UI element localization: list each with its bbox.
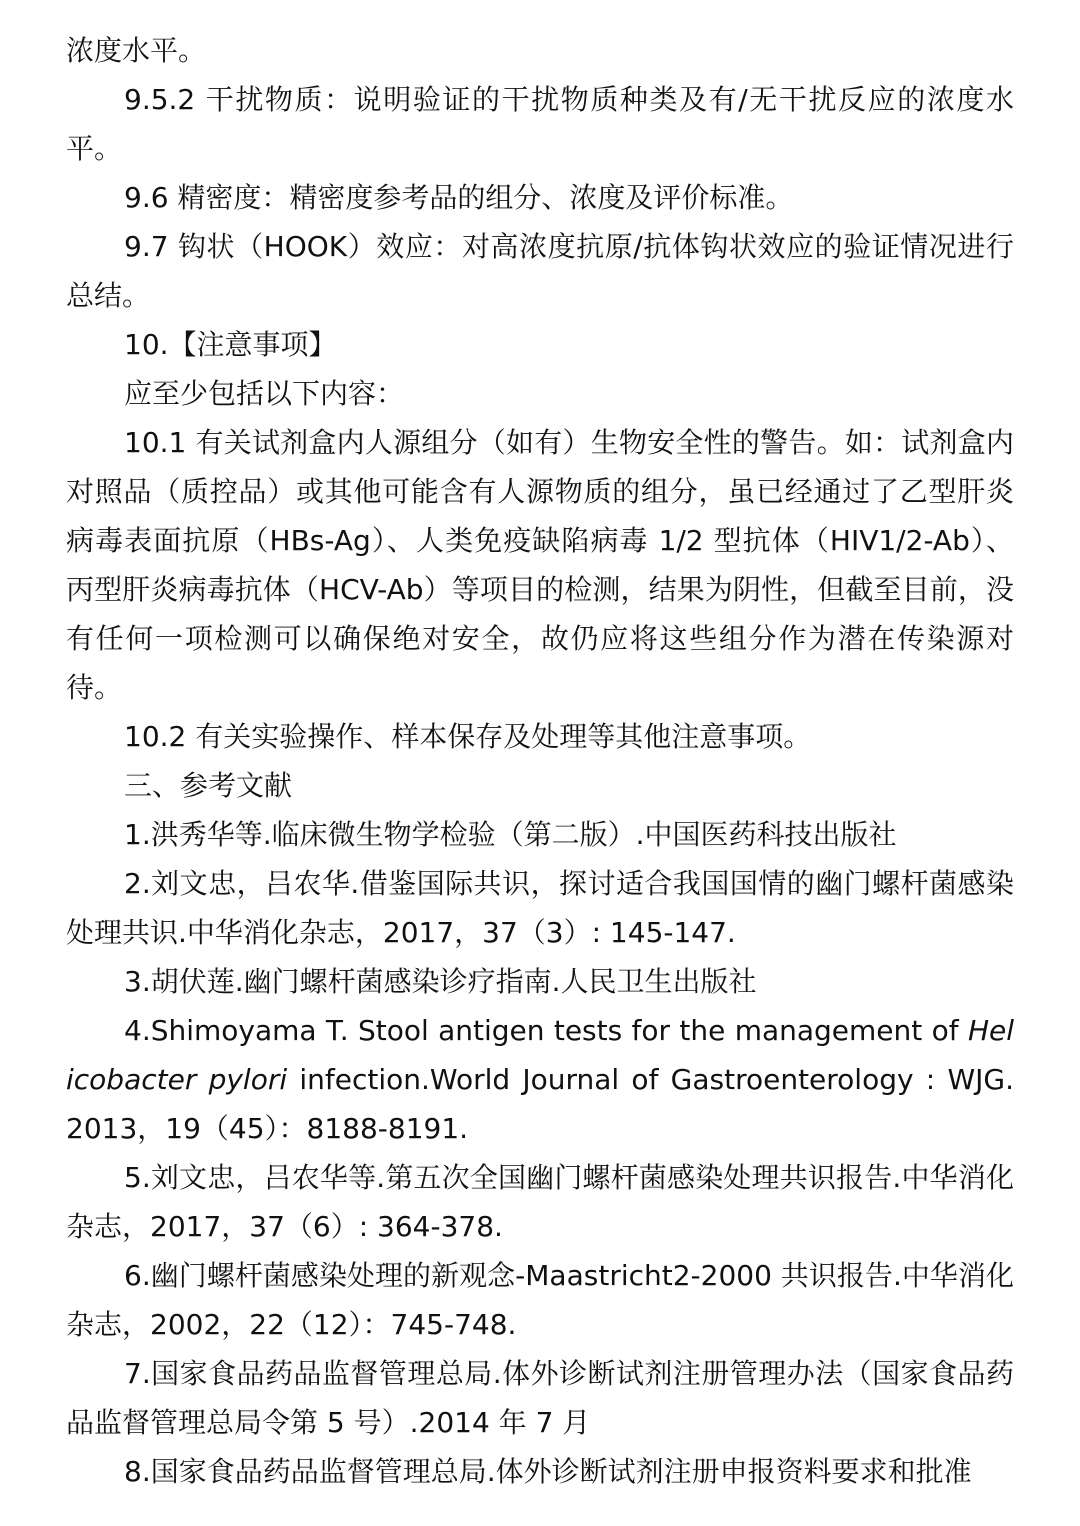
reference-4-part-2: infection.World Journal of Gastroenterology : WJG. 2013，19（45）：8188-8191.	[66, 1063, 1014, 1145]
paragraph-10-1-biosafety-warning: 10.1 有关试剂盒内人源组分（如有）生物安全性的警告。如：试剂盒内对照品（质控品）或其他可能含有人源物质的组分，虽已经通过了乙型肝炎病毒表面抗原（HBs-Ag）、人类免疫缺陷病毒 1/2 型抗体（HIV1/2-Ab）、丙型肝炎病毒抗体（HCV-Ab）等项目的检测，结果为阴性，但截至目前，没有任何一项检测可以确保绝对安全，故仍应将这些组分作为潜在传染源对待。	[66, 426, 1014, 704]
reference-2: 2.刘文忠，吕农华.借鉴国际共识，探讨适合我国国情的幽门螺杆菌感染处理共识.中华消化杂志，2017，37（3）: 145-147.	[66, 867, 1014, 949]
document-page	[66, 26, 1014, 1496]
reference-4	[66, 1006, 1014, 1153]
section-3-references-heading: 三、参考文献	[124, 769, 293, 802]
reference-1: 1.洪秀华等.临床微生物学检验（第二版）.中国医药科技出版社	[124, 818, 897, 851]
reference-8: 8.国家食品药品监督管理总局.体外诊断试剂注册申报资料要求和批准	[124, 1455, 972, 1488]
paragraph-concentration-level-end: 浓度水平。	[66, 34, 207, 67]
reference-4-species-name: Helicobacter pylori	[66, 1014, 1014, 1096]
paragraph-9-7-hook-effect: 9.7 钩状（HOOK）效应：对高浓度抗原/抗体钩状效应的验证情况进行总结。	[66, 230, 1014, 312]
paragraph-9-6-precision: 9.6 精密度：精密度参考品的组分、浓度及评价标准。	[124, 181, 794, 214]
reference-6: 6.幽门螺杆菌感染处理的新观念-Maastricht2-2000 共识报告.中华消化杂志，2002，22（12）：745-748.	[66, 1259, 1014, 1341]
reference-3: 3.胡伏莲.幽门螺杆菌感染诊疗指南.人民卫生出版社	[124, 965, 757, 998]
reference-7: 7.国家食品药品监督管理总局.体外诊断试剂注册管理办法（国家食品药品监督管理总局令第 5 号）.2014 年 7 月	[66, 1357, 1014, 1439]
paragraph-9-5-2-interfering-substances: 9.5.2 干扰物质：说明验证的干扰物质种类及有/无干扰反应的浓度水平。	[66, 83, 1014, 165]
reference-5: 5.刘文忠，吕农华等.第五次全国幽门螺杆菌感染处理共识报告.中华消化杂志，2017，37（6）: 364-378.	[66, 1161, 1014, 1243]
paragraph-10-intro: 应至少包括以下内容：	[124, 377, 405, 410]
reference-4-part-1: 4.Shimoyama T. Stool antigen tests for the management of	[124, 1014, 968, 1047]
paragraph-10-2-other-precautions: 10.2 有关实验操作、样本保存及处理等其他注意事项。	[124, 720, 812, 753]
section-10-heading: 10.【注意事项】	[124, 328, 337, 361]
